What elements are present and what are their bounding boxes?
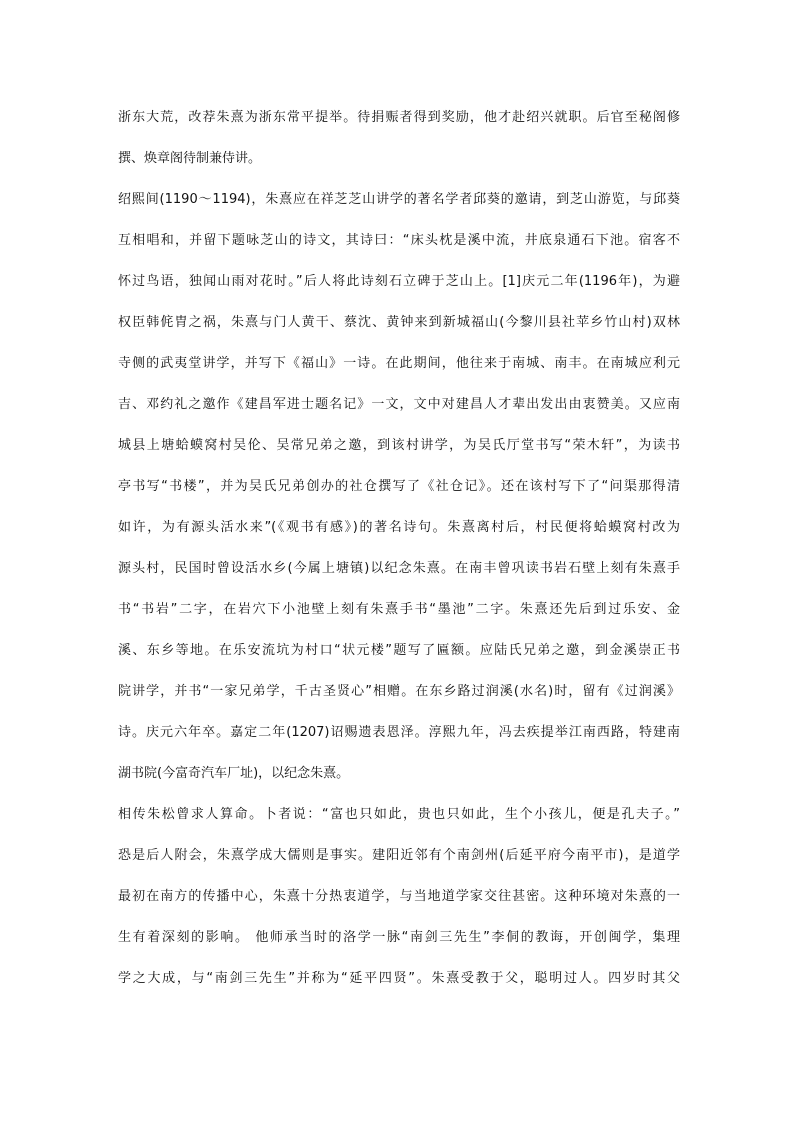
text-line: 相传朱松曾求人算命。卜者说：“富也只如此，贵也只如此，生个小孩儿，便是孔夫子。” xyxy=(118,807,680,822)
text-line: 恐是后人附会，朱熹学成大儒则是事实。建阳近邻有个南剑州(后延平府今南平市)，是道学 xyxy=(118,848,680,863)
text-line: 院讲学，并书“一家兄弟学，千古圣贤心”相赠。在东乡路过润溪(水名)时，留有《过润溪》 xyxy=(118,684,680,699)
text-line: 怀过鸟语，独闻山雨对花时。”后人将此诗刻石立碑于芝山上。[1]庆元二年(1196年)，为避 xyxy=(118,274,680,289)
text-line: 寺侧的武夷堂讲学，并写下《福山》一诗。在此期间，他往来于南城、南丰。在南城应利元 xyxy=(118,356,680,371)
text-line: 权臣韩侂胄之祸，朱熹与门人黄干、蔡沈、黄钟来到新城福山(今黎川县社苹乡竹山村)双林 xyxy=(118,315,680,330)
text-line: 诗。庆元六年卒。嘉定二年(1207)诏赐遗表恩泽。淳熙九年，冯去疾提举江南西路，特建南 xyxy=(118,725,680,740)
text-line: 撰、焕章阁待制兼侍讲。 xyxy=(118,151,262,166)
text-line: 源头村，民国时曾设活水乡(今属上塘镇)以纪念朱熹。在南丰曾巩读书岩石壁上刻有朱熹手 xyxy=(118,561,680,576)
text-line: 城县上塘蛤蟆窝村吴伦、吴常兄弟之邀，到该村讲学，为吴氏厅堂书写“荣木轩”，为读书 xyxy=(118,438,680,453)
text-line: 最初在南方的传播中心，朱熹十分热衷道学，与当地道学家交往甚密。这种环境对朱熹的一 xyxy=(118,889,680,904)
text-line: 吉、邓约礼之邀作《建昌军进士题名记》一文，文中对建昌人才辈出发出由衷赞美。又应南 xyxy=(118,397,680,412)
text-line: 生有着深刻的影响。 他师承当时的洛学一脉“南剑三先生”李侗的教诲，开创闽学，集理 xyxy=(118,930,680,945)
text-line: 溪、东乡等地。在乐安流坑为村口“状元楼”题写了匾额。应陆氏兄弟之邀，到金溪崇正书 xyxy=(118,643,680,658)
text-line: 湖书院(今富奇汽车厂址)，以纪念朱熹。 xyxy=(118,766,350,781)
text-line: 如许，为有源头活水来”(《观书有感》)的著名诗句。朱熹离村后，村民便将蛤蟆窝村改为 xyxy=(118,520,680,535)
text-line: 浙东大荒，改荐朱熹为浙东常平提举。待捐赈者得到奖励，他才赴绍兴就职。后官至秘阁修 xyxy=(118,110,680,125)
text-line: 书“书岩”二字，在岩穴下小池壁上刻有朱熹手书“墨池”二字。朱熹还先后到过乐安、金 xyxy=(118,602,680,617)
text-line: 学之大成，与“南剑三先生”并称为“延平四贤”。朱熹受教于父，聪明过人。四岁时其父 xyxy=(118,971,680,986)
text-line: 亭书写“书楼”，并为吴氏兄弟创办的社仓撰写了《社仓记》。还在该村写下了“问渠那得清 xyxy=(118,479,680,494)
text-line: 绍熙间(1190～1194)，朱熹应在祥芝芝山讲学的著名学者邱葵的邀请，到芝山游览，与邱葵 xyxy=(118,192,680,207)
text-line: 互相唱和，并留下题咏芝山的诗文，其诗曰：“床头枕是溪中流，井底泉通石下池。宿客不 xyxy=(118,233,680,248)
